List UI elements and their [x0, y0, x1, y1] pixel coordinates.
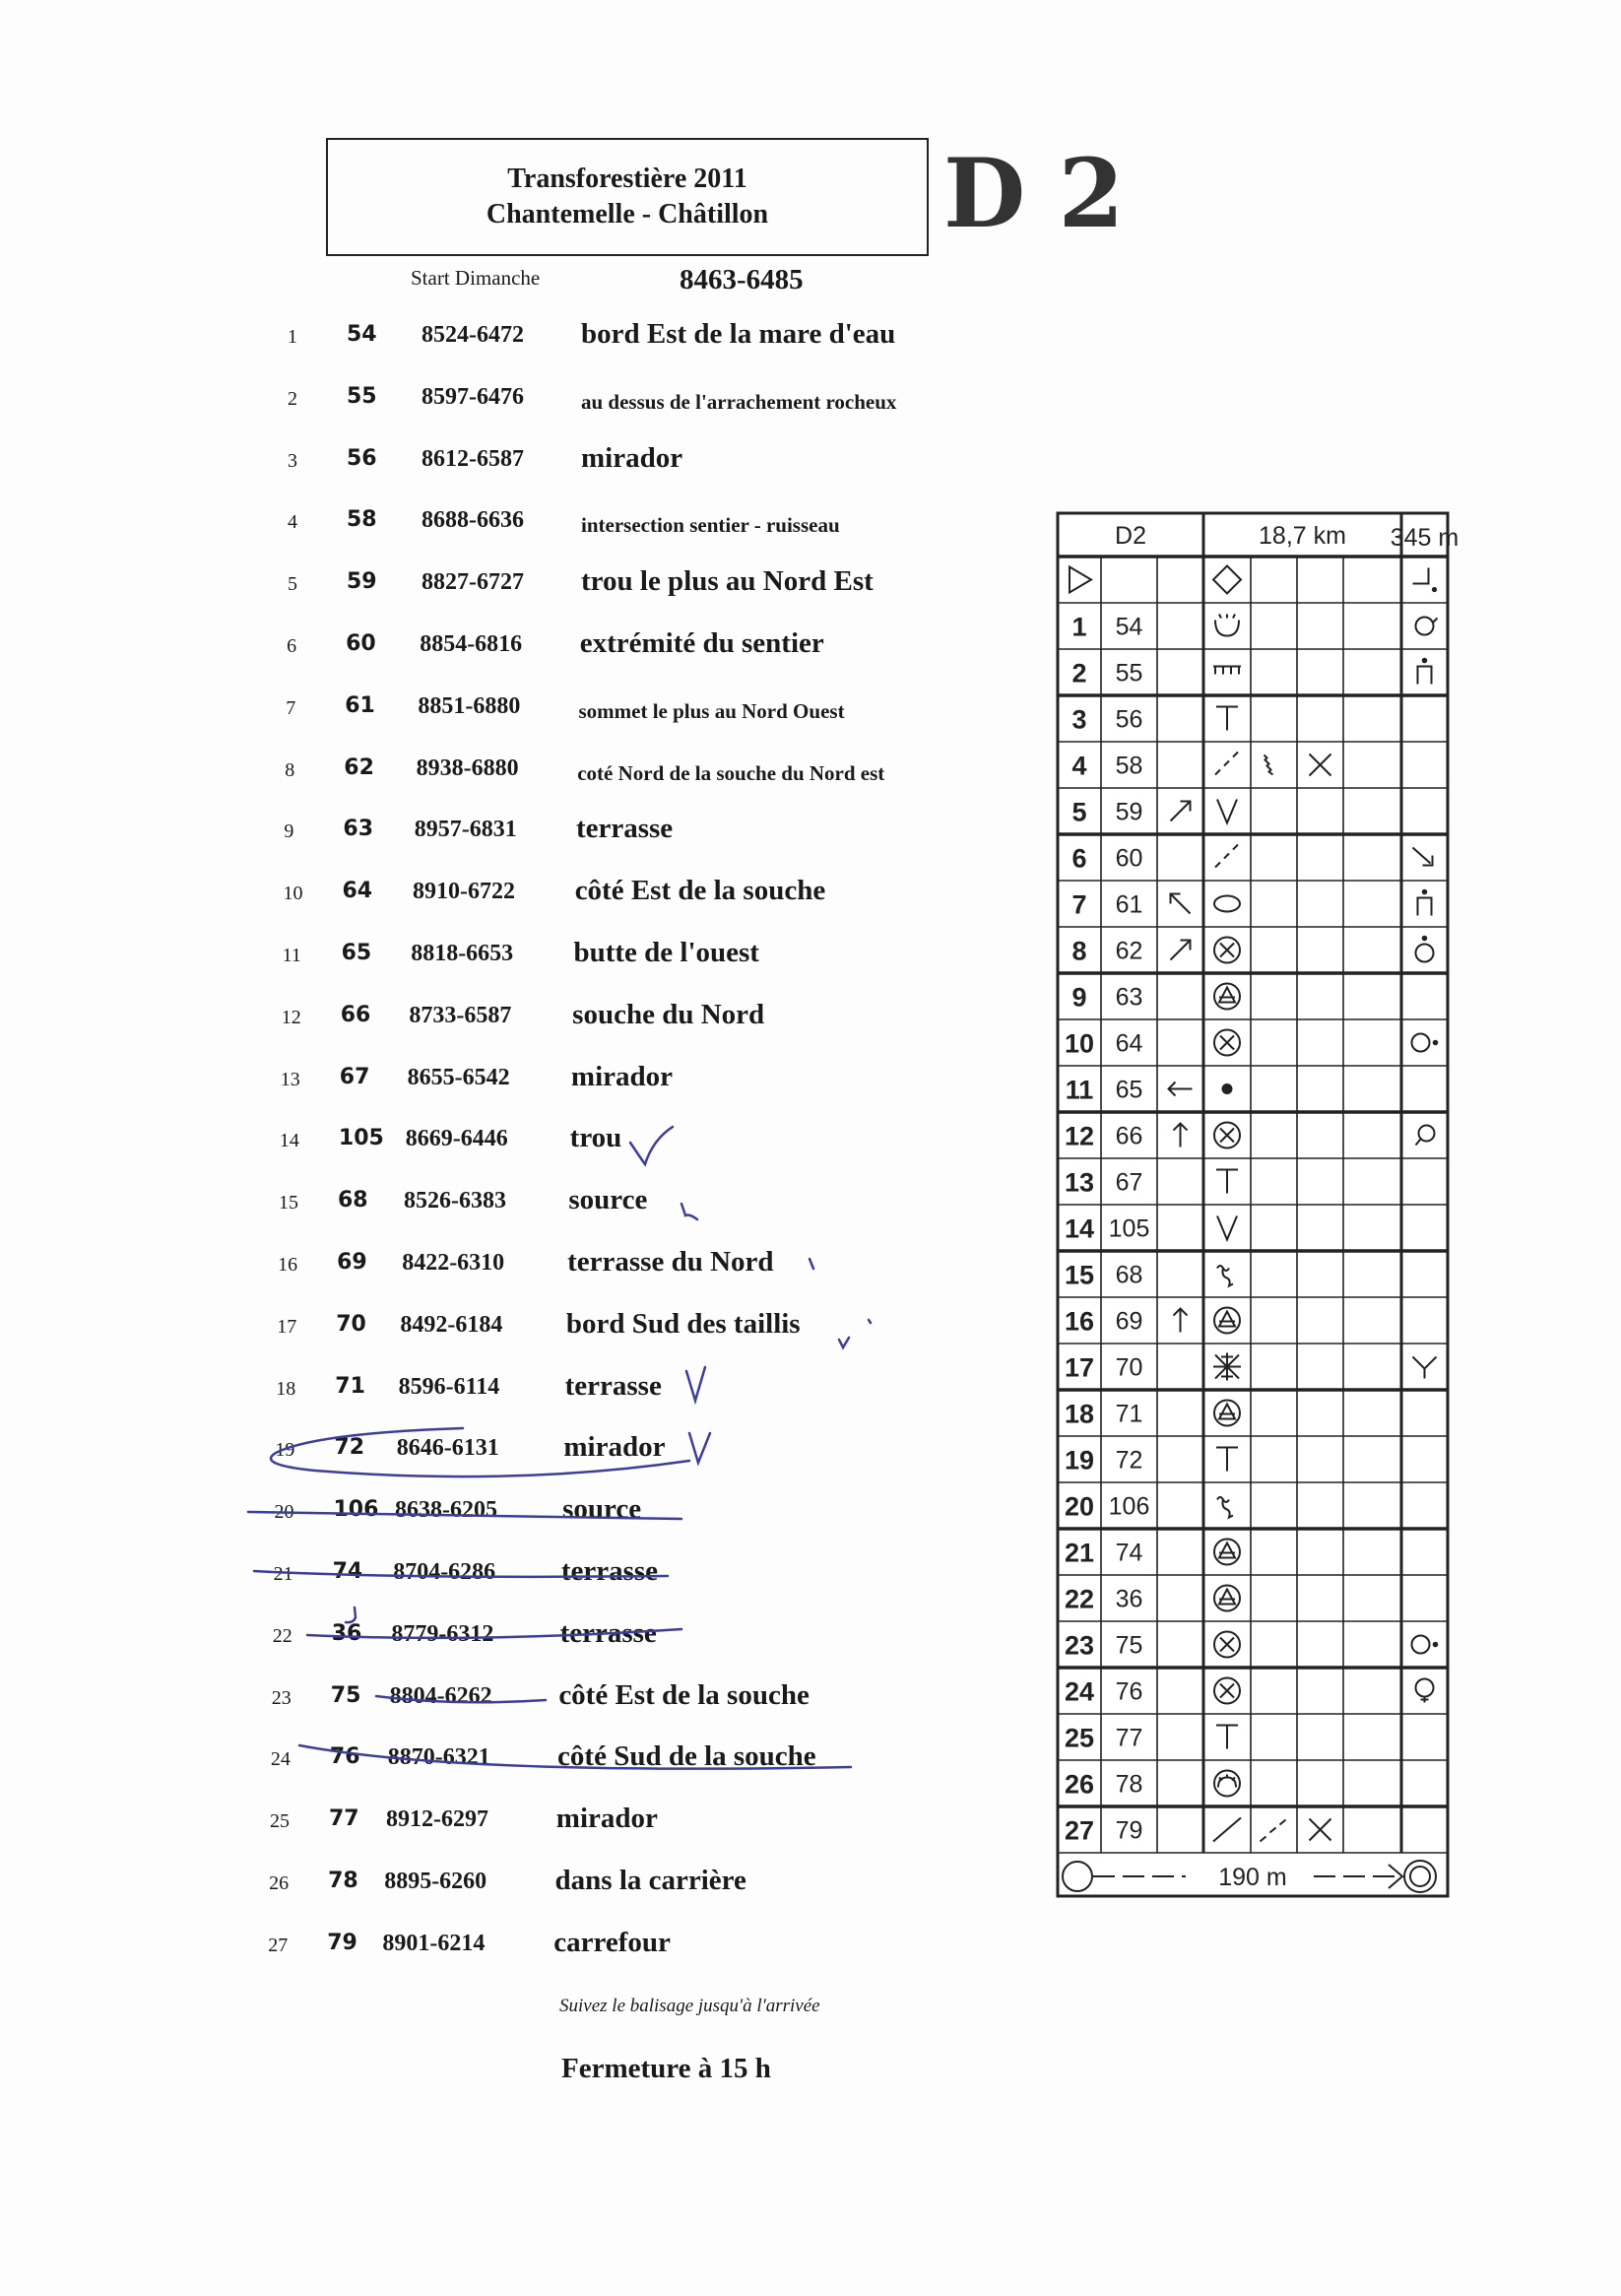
control-coordinates: 8854-6816 [420, 631, 523, 657]
sheet-control-number: 25 [1064, 1723, 1095, 1753]
control-number: 19 [275, 1439, 295, 1462]
sheet-climb: 345 m [1390, 524, 1459, 552]
control-number: 5 [288, 573, 297, 596]
control-number: 17 [277, 1315, 297, 1338]
control-row [0, 998, 985, 1040]
control-number: 9 [284, 820, 294, 843]
control-code: 61 [345, 692, 375, 718]
control-description: mirador [581, 441, 683, 474]
control-code: 77 [329, 1806, 359, 1832]
control-coordinates: 8901-6214 [382, 1930, 486, 1956]
control-coordinates: 8524-6472 [421, 322, 524, 348]
control-description-sheet [1047, 512, 1459, 1950]
sheet-control-code: 60 [1115, 844, 1143, 873]
control-code: 75 [330, 1682, 361, 1708]
sheet-control-number: 18 [1064, 1399, 1095, 1429]
control-coordinates: 8733-6587 [409, 1002, 512, 1028]
sheet-control-code: 54 [1115, 613, 1143, 641]
control-row [0, 382, 985, 422]
control-description: au dessus de l'arrachement rocheux [581, 389, 897, 414]
control-code: 67 [339, 1064, 370, 1089]
control-number: 11 [282, 945, 301, 966]
control-row [0, 1804, 985, 1844]
sheet-control-number: 5 [1071, 797, 1087, 827]
control-code: 56 [347, 445, 377, 471]
control-code: 55 [347, 383, 377, 409]
control-description: terrasse [559, 1616, 657, 1649]
sheet-control-code: 55 [1115, 659, 1143, 688]
control-coordinates: 8912-6297 [386, 1806, 488, 1833]
control-description: côté Sud de la souche [557, 1740, 816, 1773]
control-number: 22 [272, 1624, 292, 1647]
thicket-icon [1213, 1353, 1241, 1381]
sheet-control-number: 3 [1071, 704, 1087, 735]
sheet-control-code: 64 [1115, 1029, 1143, 1058]
sheet-control-code: 66 [1115, 1122, 1143, 1150]
control-code: 59 [347, 569, 377, 595]
control-row [0, 1124, 985, 1163]
control-code: 58 [347, 507, 377, 533]
sheet-course: D2 [1115, 522, 1146, 550]
closing-time: Fermeture à 15 h [561, 2053, 771, 2084]
control-coordinates: 8688-6636 [421, 507, 524, 534]
control-coordinates: 8646-6131 [396, 1435, 499, 1462]
control-coordinates: 8910-6722 [413, 879, 515, 905]
control-row [0, 1557, 985, 1597]
control-code: 76 [329, 1744, 360, 1770]
control-description: source [562, 1493, 642, 1526]
control-description: intersection sentier - ruisseau [581, 513, 840, 538]
control-coordinates: 8938-6880 [416, 754, 519, 781]
sheet-control-code: 76 [1115, 1677, 1143, 1706]
control-row [0, 320, 985, 360]
control-number: 25 [270, 1810, 290, 1833]
control-row [0, 629, 985, 669]
control-number: 7 [286, 696, 296, 719]
control-description: butte de l'ouest [573, 937, 759, 968]
sheet-control-number: 19 [1064, 1445, 1095, 1476]
finish-distance: 190 m [1218, 1864, 1287, 1891]
control-number: 8 [285, 758, 295, 781]
sheet-control-code: 77 [1115, 1724, 1143, 1752]
control-row [0, 1616, 985, 1659]
small-knoll-icon [1223, 1084, 1232, 1093]
sheet-control-code: 63 [1115, 983, 1143, 1012]
control-description: sommet le plus au Nord Ouest [578, 698, 845, 723]
sheet-control-code: 78 [1115, 1770, 1143, 1799]
sheet-control-code: 70 [1115, 1353, 1143, 1382]
control-row [0, 1678, 985, 1721]
control-code: 71 [335, 1373, 365, 1399]
sheet-control-number: 10 [1064, 1028, 1095, 1059]
sheet-control-number: 8 [1071, 936, 1087, 966]
sheet-control-number: 2 [1071, 658, 1087, 689]
control-coordinates: 8492-6184 [400, 1311, 503, 1338]
control-number: 21 [273, 1563, 293, 1585]
control-code: 74 [332, 1559, 363, 1584]
control-row [0, 1248, 985, 1287]
control-coordinates: 8422-6310 [402, 1250, 505, 1276]
control-number: 6 [287, 635, 297, 657]
control-number: 10 [283, 883, 303, 905]
sheet-control-code: 69 [1115, 1307, 1143, 1336]
sheet-control-number: 16 [1064, 1306, 1095, 1337]
control-row [0, 877, 985, 916]
control-code: 106 [333, 1497, 379, 1523]
control-description: carrefour [553, 1926, 671, 1958]
sheet-control-code: 56 [1115, 705, 1143, 734]
control-row [0, 939, 985, 978]
sheet-control-code: 58 [1115, 752, 1143, 780]
control-number: 12 [281, 1006, 301, 1028]
control-number: 2 [288, 387, 297, 410]
control-coordinates: 8895-6260 [384, 1869, 487, 1894]
sheet-control-number: 23 [1064, 1630, 1095, 1661]
sheet-control-number: 26 [1064, 1769, 1095, 1800]
control-code: 63 [343, 817, 374, 842]
control-number: 16 [278, 1254, 298, 1276]
control-coordinates: 8957-6831 [414, 817, 517, 843]
control-code: 64 [342, 879, 373, 904]
control-row [0, 1433, 985, 1473]
control-number: 1 [288, 326, 297, 348]
control-description: mirador [570, 1060, 673, 1092]
control-description: trou le plus au Nord Est [581, 565, 874, 598]
start-label: Start Dimanche [411, 266, 541, 290]
control-coordinates: 8638-6205 [395, 1497, 497, 1524]
control-description: terrasse [575, 813, 674, 845]
control-number: 13 [280, 1068, 300, 1090]
control-description: terrasse [564, 1369, 662, 1402]
control-row [0, 1060, 985, 1102]
control-number: 18 [276, 1377, 296, 1400]
control-number: 23 [271, 1686, 292, 1709]
control-row [0, 1867, 985, 1906]
control-number: 26 [269, 1872, 290, 1894]
control-number: 15 [279, 1192, 298, 1214]
control-description: côté Est de la souche [558, 1678, 810, 1711]
control-number: 14 [279, 1130, 299, 1152]
control-description: bord Sud des taillis [565, 1307, 801, 1340]
control-number: 3 [288, 449, 297, 472]
sheet-control-number: 11 [1065, 1075, 1094, 1105]
control-description: mirador [563, 1431, 666, 1464]
sheet-control-number: 14 [1064, 1214, 1095, 1244]
control-code: 62 [344, 754, 374, 780]
sheet-control-code: 106 [1108, 1492, 1150, 1521]
sheet-control-number: 13 [1064, 1167, 1095, 1198]
control-code: 105 [338, 1126, 384, 1151]
control-coordinates: 8655-6542 [407, 1064, 510, 1090]
control-coordinates: 8612-6587 [421, 445, 524, 472]
control-description: côté Est de la souche [574, 875, 826, 907]
control-row [0, 441, 985, 484]
control-coordinates: 8870-6321 [387, 1744, 490, 1771]
control-coordinates: 8804-6262 [389, 1682, 492, 1709]
control-row [0, 1186, 985, 1225]
sheet-control-number: 21 [1064, 1538, 1095, 1568]
control-coordinates: 8779-6312 [391, 1620, 494, 1647]
control-coordinates: 8827-6727 [421, 569, 524, 596]
control-row [0, 815, 985, 854]
control-row [0, 505, 985, 545]
sheet-control-number: 15 [1064, 1260, 1095, 1290]
sheet-control-code: 36 [1115, 1585, 1143, 1613]
control-coordinates: 8526-6383 [404, 1188, 506, 1214]
control-description: bord Est de la mare d'eau [581, 318, 896, 350]
sheet-control-code: 75 [1115, 1631, 1143, 1660]
sheet-length: 18,7 km [1259, 522, 1346, 550]
control-code: 36 [331, 1620, 362, 1646]
sheet-control-number: 9 [1071, 982, 1087, 1013]
sheet-control-code: 71 [1115, 1400, 1143, 1428]
control-coordinates: 8597-6476 [421, 383, 524, 410]
sheet-control-number: 1 [1071, 612, 1087, 642]
sheet-control-number: 7 [1071, 889, 1087, 920]
control-coordinates: 8851-6880 [418, 692, 521, 719]
title-line-1: Transforestière 2011 [507, 164, 747, 194]
sheet-control-code: 62 [1115, 937, 1143, 965]
control-code: 68 [338, 1188, 368, 1214]
control-description: coté Nord de la souche du Nord est [577, 760, 885, 785]
control-description: trou [569, 1122, 622, 1154]
control-description: terrasse du Nord [567, 1246, 774, 1278]
course-code: D 2 [943, 138, 1125, 249]
control-row [0, 754, 985, 793]
sheet-control-number: 20 [1064, 1491, 1095, 1522]
control-code: 70 [336, 1311, 366, 1337]
control-number: 4 [288, 511, 297, 534]
sheet-control-number: 22 [1064, 1584, 1095, 1614]
control-row [0, 691, 985, 731]
control-number: 24 [270, 1748, 291, 1771]
title-box [326, 138, 929, 256]
control-row [0, 1369, 985, 1411]
control-coordinates: 8704-6286 [393, 1559, 496, 1585]
control-coordinates: 8596-6114 [398, 1373, 500, 1400]
sheet-control-code: 79 [1115, 1816, 1143, 1845]
control-number: 20 [274, 1501, 294, 1524]
sheet-control-code: 105 [1108, 1214, 1150, 1243]
control-row [0, 1742, 985, 1782]
control-code: 66 [340, 1002, 371, 1027]
control-description: dans la carrière [554, 1865, 746, 1896]
control-row [0, 1307, 985, 1349]
control-row [0, 1926, 985, 1968]
control-code: 78 [328, 1869, 358, 1893]
control-description: terrasse [560, 1555, 659, 1587]
sheet-control-number: 24 [1064, 1676, 1095, 1707]
sheet-control-number: 27 [1064, 1815, 1095, 1846]
control-row [0, 1495, 985, 1535]
sheet-control-code: 61 [1115, 890, 1143, 919]
sheet-control-number: 12 [1064, 1121, 1095, 1151]
control-description: souche du Nord [572, 998, 765, 1030]
follow-markers-note: Suivez le balisage jusqu'à l'arrivée [559, 1996, 820, 2016]
sheet-control-code: 68 [1115, 1261, 1143, 1289]
control-description: extrémité du sentier [579, 627, 824, 659]
control-code: 60 [346, 631, 376, 656]
sheet-control-number: 6 [1071, 843, 1087, 874]
control-code: 54 [347, 322, 377, 347]
control-code: 72 [334, 1435, 365, 1461]
control-coordinates: 8818-6653 [411, 941, 514, 966]
control-description: source [568, 1184, 648, 1216]
control-code: 79 [327, 1930, 357, 1955]
title-line-2: Chantemelle - Châtillon [486, 199, 769, 230]
sheet-control-number: 17 [1064, 1352, 1095, 1383]
sheet-control-code: 72 [1115, 1446, 1143, 1475]
control-row [0, 567, 985, 607]
start-coordinates: 8463-6485 [680, 264, 804, 295]
control-number: 27 [268, 1934, 289, 1956]
control-code: 65 [341, 941, 372, 965]
sheet-control-number: 4 [1071, 751, 1087, 781]
control-coordinates: 8669-6446 [405, 1126, 508, 1152]
sheet-control-code: 59 [1115, 798, 1143, 826]
control-code: 69 [337, 1250, 367, 1275]
control-description: mirador [555, 1803, 658, 1835]
sheet-control-code: 67 [1115, 1168, 1143, 1197]
sheet-control-code: 65 [1115, 1076, 1143, 1104]
sheet-control-code: 74 [1115, 1539, 1143, 1567]
